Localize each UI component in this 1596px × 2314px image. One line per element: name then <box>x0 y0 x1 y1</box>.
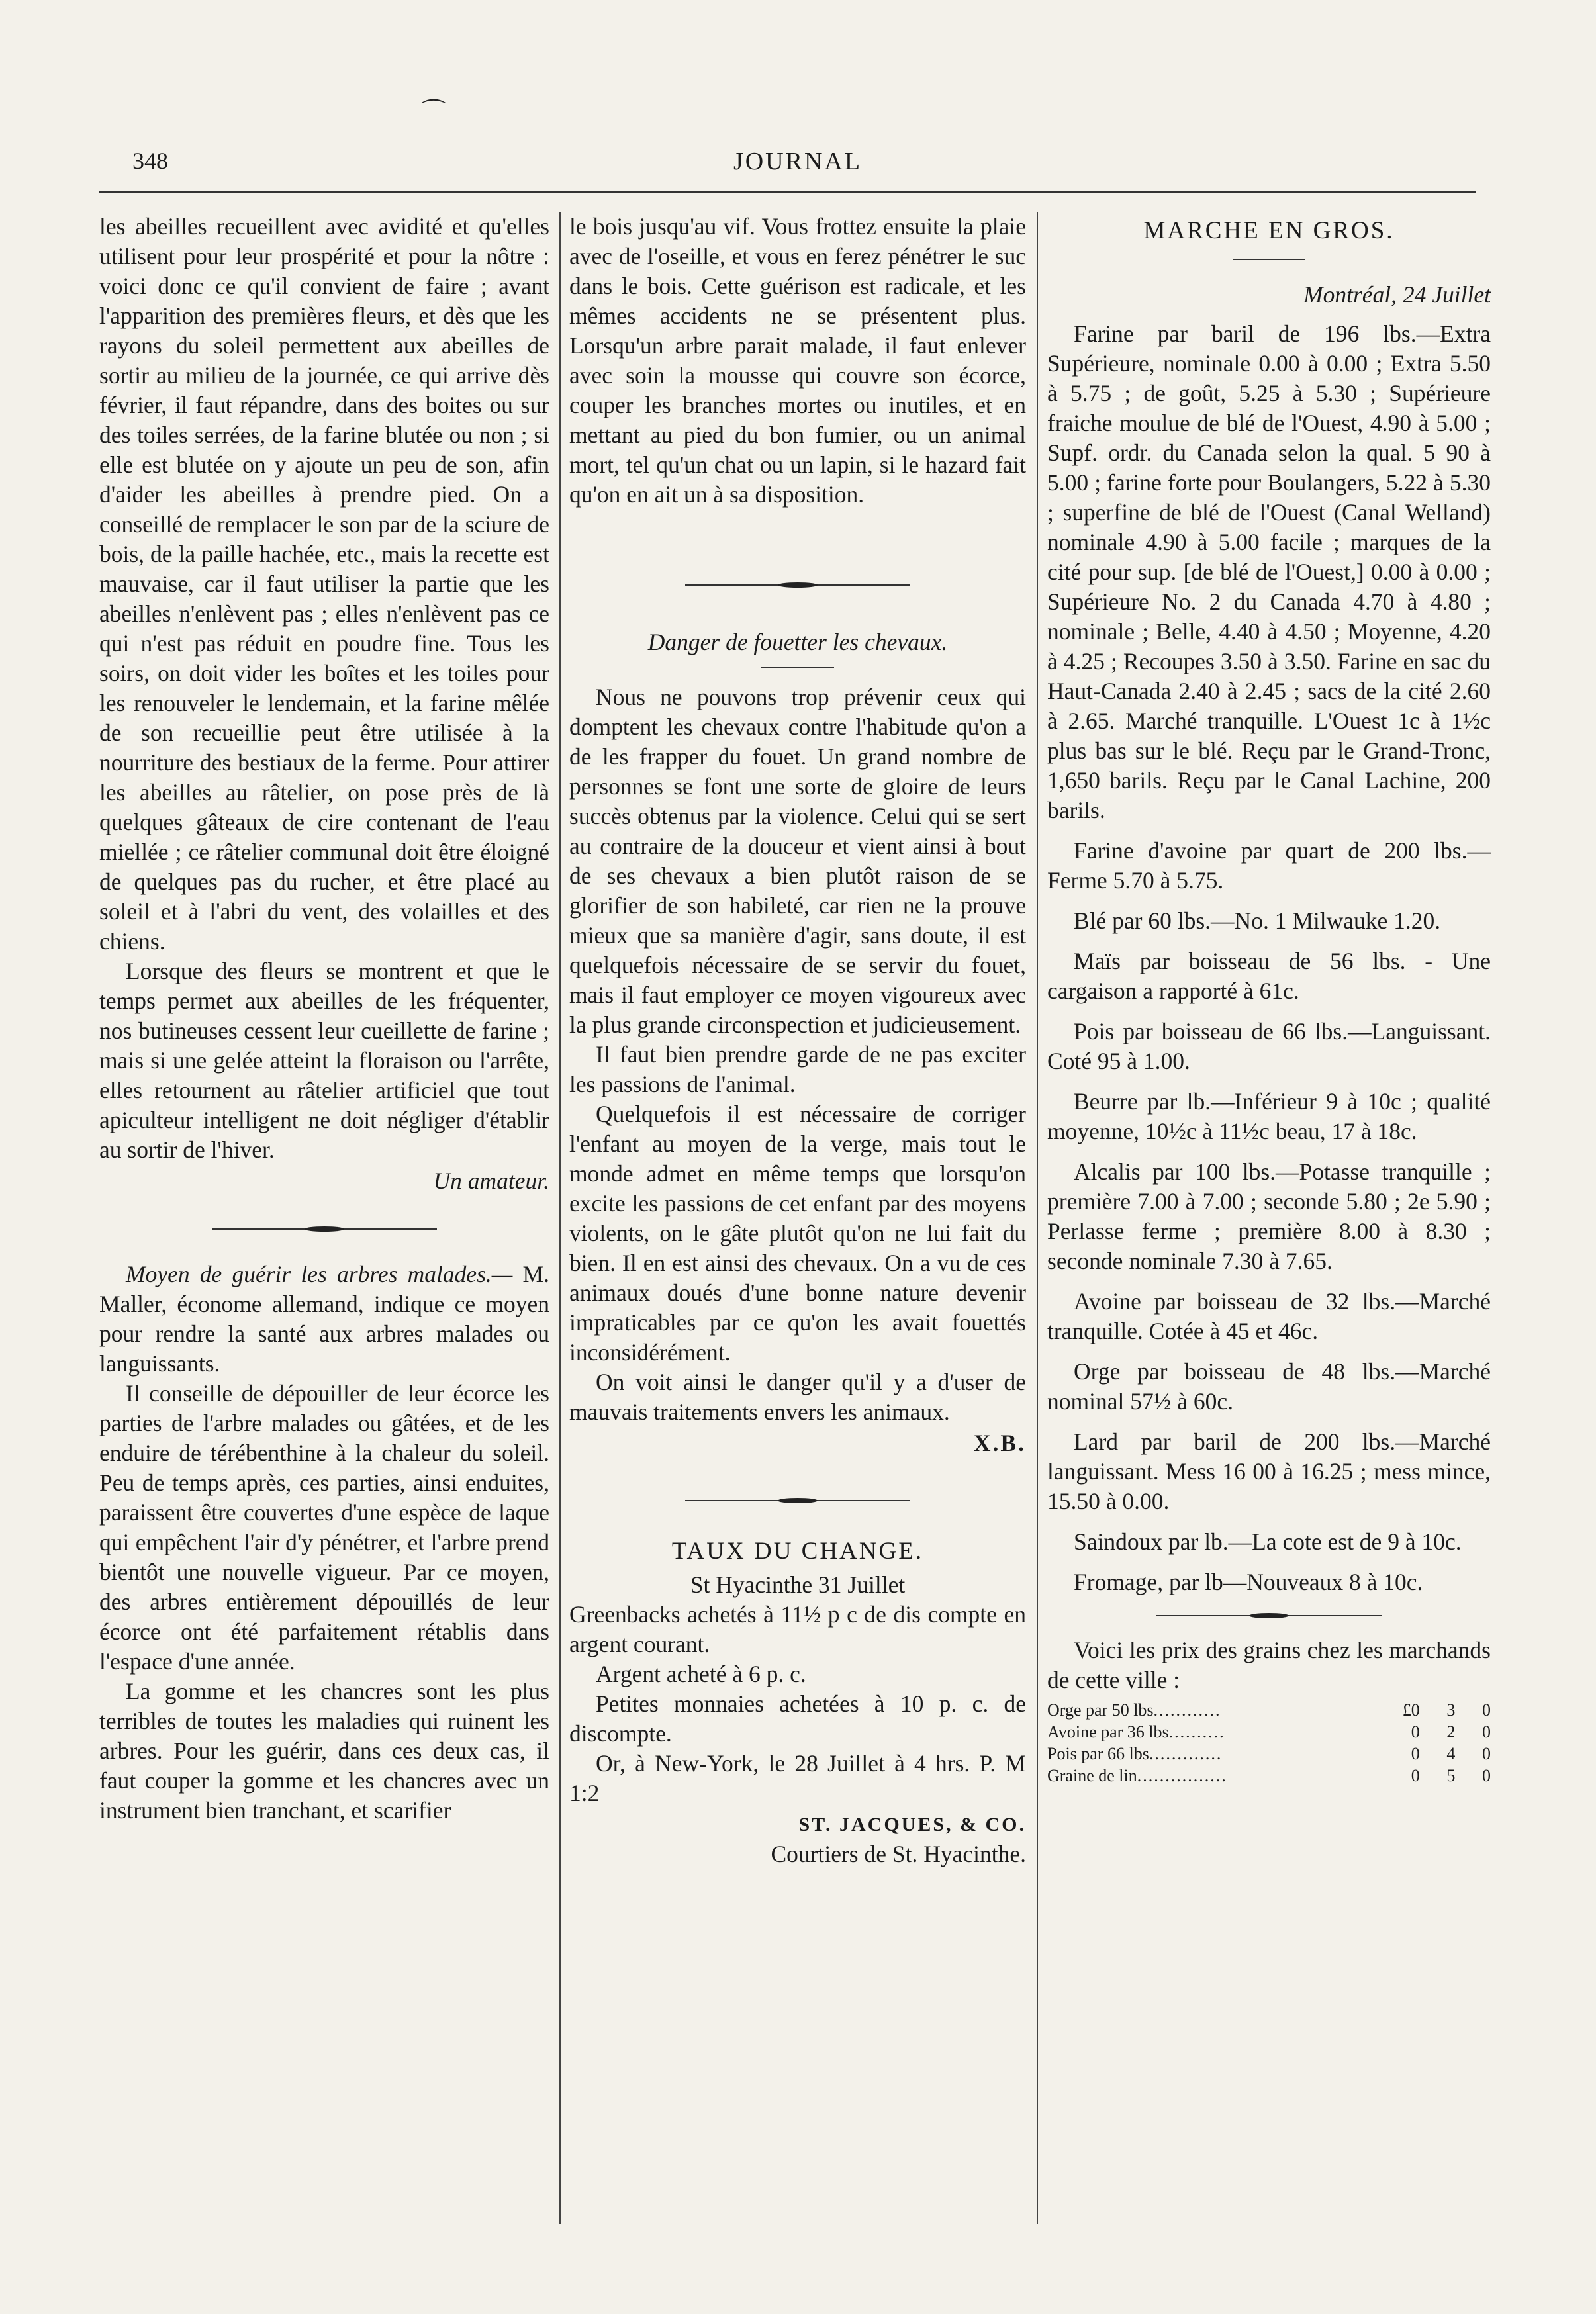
printer-mark: ⌒ <box>421 99 447 126</box>
grain-name: Pois par 66 lbs <box>1047 1744 1149 1763</box>
bees-signature: Un amateur. <box>433 1168 549 1194</box>
page-header <box>99 147 1496 180</box>
grain-pence: 0 <box>1482 1766 1491 1785</box>
exchange-place-date: St Hyacinthe 31 Juillet <box>690 1571 906 1598</box>
section-ornament <box>685 582 910 588</box>
short-rule <box>1233 259 1305 260</box>
market-corn: Maïs par boisseau de 56 lbs. - Une cargaison a rapporté à 61c. <box>1047 948 1491 1004</box>
page-number: 348 <box>132 148 168 174</box>
trees-paragraph-2: La gomme et les chancres sont les plus terribles de toutes les maladies qui ruinent les arbres. Pour les guérir, dans ces deux cas, il faut couper la gomme et les chancres avec un instrument bien tranchant, et scarifier <box>99 1678 549 1824</box>
header-rule <box>99 191 1476 193</box>
grain-shillings: 2 <box>1446 1722 1456 1741</box>
horses-paragraph-4: On voit ainsi le danger qu'il y a d'user de mauvais traitements envers les animaux. <box>569 1369 1026 1425</box>
grain-shillings: 5 <box>1446 1766 1456 1785</box>
market-oats: Avoine par boisseau de 32 lbs.—Marché tranquille. Cotée à 45 et 46c. <box>1047 1288 1491 1344</box>
market-flour: Farine par baril de 196 lbs.—Extra Supérieure, nominale 0.00 à 0.00 ; Extra 5.50 à 5.75 ; de goût, 5.25 à 5.30 ; Supérieure fraiche moulue de blé de l'Ouest, 4.90 à 5.00 ; Supf. ordr. du Canada selon la qual. 5 90 à 5.00 ; farine forte pour Boulangers, 5.22 à 5.30 ; superfine de blé de l'Ouest (Canal Welland) nominale 4.90 à 5.00 facile ; marques de la cité pour sup. [de blé de l'Ouest,] 0.00 à 0.00 ; Supérieure No. 2 du Canada 4.70 à 4.80 ; nominale ; Belle, 4.40 à 4.50 ; Moyenne, 4.20 à 4.25 ; Recoupes 3.50 à 3.50. Farine en sac du Haut-Canada 2.40 à 2.45 ; sacs de la cité 2.60 à 2.65. Marché tranquille. L'Ouest 1c à 1½c plus bas sur le blé. Reçu par le Grand-Tronc, 1,650 barils. Reçu par le Canal Lachine, 200 barils. <box>1047 320 1491 823</box>
exchange-line-4: Or, à New-York, le 28 Juillet à 4 hrs. P. M 1:2 <box>569 1750 1026 1806</box>
section-ornament <box>212 1226 437 1232</box>
running-title: JOURNAL <box>733 148 863 175</box>
exchange-line-2: Argent acheté à 6 p. c. <box>596 1661 806 1687</box>
market-alkalis: Alcalis par 100 lbs.—Potasse tranquille ; première 7.00 à 7.00 ; seconde 5.80 ; 2e 5.90 ; Perlasse ferme ; première 8.00 à 8.30 ; seconde nominale 7.30 à 7.65. <box>1047 1158 1491 1274</box>
column-left <box>99 212 549 1826</box>
trees-continuation: le bois jusqu'au vif. Vous frottez ensuite la plaie avec de l'oseille, et vous en ferez pénétrer le suc dans le bois. Cette guérison est radicale, et les mêmes accidents ne se présentent plus. Lorsqu'un arbre parait malade, il faut enlever avec soin la mousse qui couvre son écorce, couper les branches mortes ou inutiles, et en mettant au pied du bon fumier, ou un animal mort, tel qu'un chat ou un lapin, si le hazard fait qu'on en ait un à sa disposition. <box>569 213 1026 508</box>
market-dateline: Montréal, 24 Juillet <box>1303 281 1491 308</box>
grain-pence: 0 <box>1482 1744 1491 1763</box>
table-row: Orge par 50 lbs............ £0 3 0 <box>1047 1700 1491 1720</box>
table-row: Pois par 66 lbs............. 0 4 0 <box>1047 1744 1491 1763</box>
horses-article-title: Danger de fouetter les chevaux. <box>647 629 948 655</box>
exchange-firm-title: Courtiers de St. Hyacinthe. <box>771 1841 1026 1867</box>
grain-pounds: 0 <box>1411 1766 1420 1785</box>
exchange-title: TAUX DU CHANGE. <box>671 1538 924 1565</box>
exchange-line-1: Greenbacks achetés à 11½ p c de dis compte en argent courant. <box>569 1601 1026 1657</box>
horses-paragraph-3: Quelquefois il est nécessaire de corriger l'enfant au moyen de la verge, mais tout le monde admet en même temps que lorsqu'on excite les passions de cet enfant par des moyens violents, on le gâte plutôt qu'on ne lui fait du bien. Il en est ainsi des chevaux. On a vu de ces animaux doués d'une bonne nature devenir impraticables par ce qu'on les avait fouettés inconsidérément. <box>569 1101 1026 1365</box>
grain-pounds: £0 <box>1402 1700 1420 1720</box>
table-row: Graine de lin................ 0 5 0 <box>1047 1766 1491 1785</box>
grain-pence: 0 <box>1482 1722 1491 1741</box>
column-divider-left <box>559 212 561 2224</box>
section-ornament <box>685 1498 910 1503</box>
grain-name: Graine de lin <box>1047 1766 1137 1785</box>
section-ornament <box>1156 1613 1382 1618</box>
column-middle <box>569 212 1026 1869</box>
column-right <box>1047 212 1491 1786</box>
market-lard: Saindoux par lb.—La cote est de 9 à 10c. <box>1074 1528 1462 1555</box>
market-cheese: Fromage, par lb—Nouveaux 8 à 10c. <box>1074 1569 1423 1595</box>
grain-pounds: 0 <box>1411 1744 1420 1763</box>
market-pork: Lard par baril de 200 lbs.—Marché languissant. Mess 16 00 à 16.25 ; mess mince, 15.50 à 0.00. <box>1047 1428 1491 1514</box>
grain-price-table <box>1047 1699 1491 1786</box>
horses-paragraph-1: Nous ne pouvons trop prévenir ceux qui domptent les chevaux contre l'habitude qu'on a de les frapper du fouet. Un grand nombre de personnes se font une sorte de gloire de leurs succès obtenus par la violence. Celui qui se sert au contraire de la douceur et vient ainsi à bout de ses chevaux a bien plutôt raison de se glorifier de son habileté, car rien ne la prouve mieux que sa manière d'agir, sans doute, il est quelquefois nécessaire de se servir du fouet, mais il faut employer ce moyen vigoureux avec la plus grande circonspection et judicieusement. <box>569 684 1026 1038</box>
market-wheat: Blé par 60 lbs.—No. 1 Milwauke 1.20. <box>1074 907 1441 934</box>
grain-shillings: 3 <box>1446 1700 1456 1720</box>
exchange-firm: ST. JACQUES, & CO. <box>798 1814 1026 1835</box>
bees-paragraph-1: les abeilles recueillent avec avidité et qu'elles utilisent pour leur prospérité et pour la nôtre : voici donc ce qu'il convient de faire ; avant l'apparition des premières fleurs, et dès que les rayons du soleil permettent aux abeilles de sortir au milieu de la journée, ce qui arrive dès février, il faut répandre, dans des boites ou sur des toiles serrées, de la farine blutée ou non ; si elle est blutée on y ajoute un peu de son, afin d'aider les abeilles à prendre pied. On a conseillé de remplacer le son par de la sciure de bois, de la paille hachée, etc., mais la recette est mauvaise, car il faut utiliser la partie que les abeilles n'enlèvent pas ; elles n'enlèvent pas ce qui n'est pas réduit en poudre fine. Tous les soirs, on doit vider les boîtes et les toiles pour les renouveler le lendemain, et la farine mêlée de son recueillie peut être utilisée à la nourriture des bestiaux de la ferme. Pour attirer les abeilles au râtelier, on pose près de là quelques gâteaux de cire contenant de l'eau miellée ; ce râtelier communal doit être éloigné de quelques pas du rucher, et être placé au soleil et à l'abri du vent, des volailles et des chiens. <box>99 213 549 954</box>
grain-pounds: 0 <box>1411 1722 1420 1741</box>
grain-name: Orge par 50 lbs <box>1047 1700 1154 1720</box>
bees-paragraph-2: Lorsque des fleurs se montrent et que le temps permet aux abeilles de les fréquenter, nos butineuses cessent leur cueillette de farine ; mais si une gelée atteint la floraison ou l'arrête, elles retournent au râtelier artificiel que tout apiculteur intelligent ne doit négliger d'établir au sortir de l'hiver. <box>99 958 549 1163</box>
grain-shillings: 4 <box>1446 1744 1456 1763</box>
trees-article-lead: M. Maller, économe allemand, indique ce moyen pour rendre la santé aux arbres malades ou languissants. <box>99 1261 549 1377</box>
market-barley: Orge par boisseau de 48 lbs.—Marché nominal 57½ à 60c. <box>1047 1358 1491 1414</box>
exchange-line-3: Petites monnaies achetées à 10 p. c. de discompte. <box>569 1690 1026 1747</box>
table-row: Avoine par 36 lbs.......... 0 2 0 <box>1047 1722 1491 1741</box>
market-butter: Beurre par lb.—Inférieur 9 à 10c ; qualité moyenne, 10½c à 11½c beau, 17 à 18c. <box>1047 1088 1491 1144</box>
grain-pence: 0 <box>1482 1700 1491 1720</box>
column-divider-right <box>1037 212 1038 2224</box>
horses-signature: X.B. <box>973 1430 1026 1456</box>
trees-article-title: Moyen de guérir les arbres malades.— <box>126 1261 513 1287</box>
market-peas: Pois par boisseau de 66 lbs.—Languissant. Coté 95 à 1.00. <box>1047 1018 1491 1074</box>
trees-paragraph-1: Il conseille de dépouiller de leur écorce les parties de l'arbre malades ou gâtées, et de les enduire de térébenthine à la chaleur du soleil. Peu de temps après, ces parties, ainsi enduites, paraissent être couvertes d'une espèce de laque qui empêchent l'air d'y pénétrer, et l'arbre prend bientôt une nouvelle vigueur. Par ce moyen, des arbres entièrement dépouillés de leur écorce ont été parfaitement rétablis dans l'espace d'une année. <box>99 1380 549 1675</box>
grain-intro: Voici les prix des grains chez les marchands de cette ville : <box>1047 1637 1491 1693</box>
market-oat-flour: Farine d'avoine par quart de 200 lbs.—Ferme 5.70 à 5.75. <box>1047 837 1491 894</box>
market-title: MARCHE EN GROS. <box>1143 217 1395 244</box>
grain-name: Avoine par 36 lbs <box>1047 1722 1169 1741</box>
horses-paragraph-2: Il faut bien prendre garde de ne pas exciter les passions de l'animal. <box>569 1041 1026 1097</box>
short-rule <box>761 667 834 668</box>
